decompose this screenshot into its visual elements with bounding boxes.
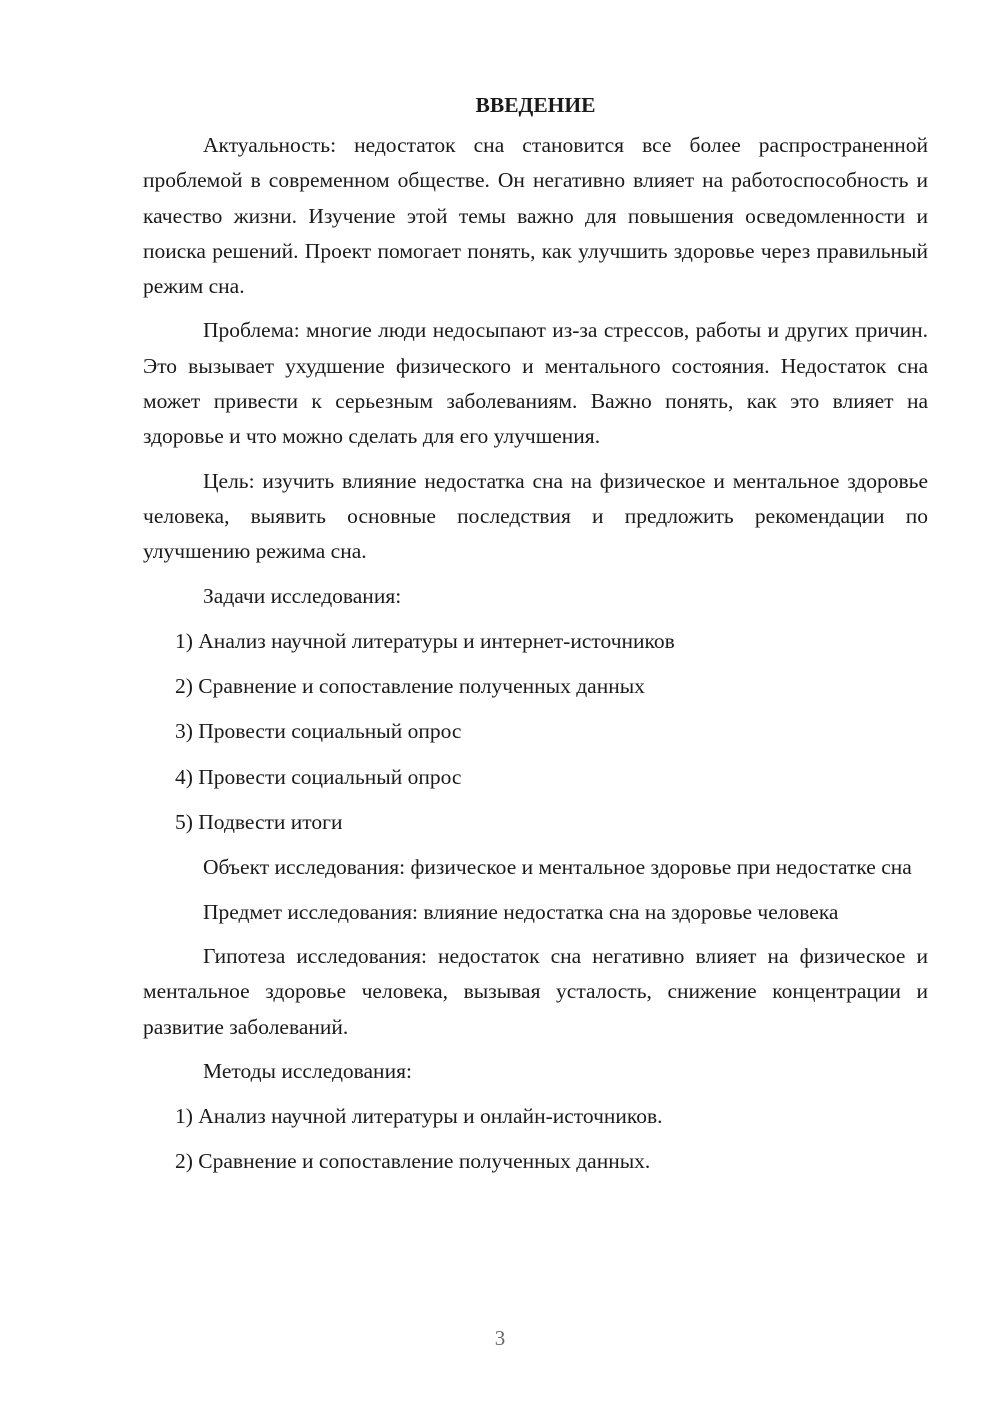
goal-paragraph: Цель: изучить влияние недостатка сна на физическое и ментальное здоровье человека, выявить основные последствия и предложить рекомендации по улучшению режима сна. [143, 468, 928, 564]
list-item: 1) Анализ научной литературы и онлайн-источников. [175, 1104, 663, 1129]
page-number: 3 [494, 1326, 506, 1350]
object-paragraph: Объект исследования: физическое и ментальное здоровье при недостатке сна [203, 855, 912, 880]
list-item: 1) Анализ научной литературы и интернет-источников [175, 628, 675, 653]
section-title: ВВЕДЕНИЕ [475, 93, 596, 117]
document-page [143, 88, 928, 1190]
problem-paragraph: Проблема: многие люди недосыпают из-за стрессов, работы и других причин. Это вызывает ухудшение физического и ментального состояния. Недостаток сна может привести к серьезным заболеваниям. Важно понять, как это влияет на здоровье и что можно сделать для его улучшения. [143, 318, 928, 449]
tasks-list [143, 624, 928, 840]
tasks-heading: Задачи исследования: [203, 583, 402, 608]
list-item: 5) Подвести итоги [175, 810, 343, 835]
list-item: 2) Сравнение и сопоставление полученных данных. [175, 1149, 651, 1174]
list-item: 4) Провести социальный опрос [175, 764, 462, 789]
hypothesis-paragraph: Гипотеза исследования: недостаток сна негативно влияет на физическое и ментальное здоровье человека, вызывая усталость, снижение концентрации и развитие заболеваний. [143, 943, 928, 1039]
methods-list [143, 1099, 928, 1180]
list-item: 3) Провести социальный опрос [175, 719, 462, 744]
subject-paragraph: Предмет исследования: влияние недостатка сна на здоровье человека [203, 899, 839, 924]
list-item: 2) Сравнение и сопоставление полученных данных [175, 674, 645, 699]
relevance-paragraph: Актуальность: недостаток сна становится все более распространенной проблемой в современном обществе. Он негативно влияет на работоспособность и качество жизни. Изучение этой темы важно для повышения осведомленности и поиска решений. Проект помогает понять, как улучшить здоровье через правильный режим сна. [143, 133, 928, 299]
methods-heading: Методы исследования: [203, 1058, 412, 1083]
